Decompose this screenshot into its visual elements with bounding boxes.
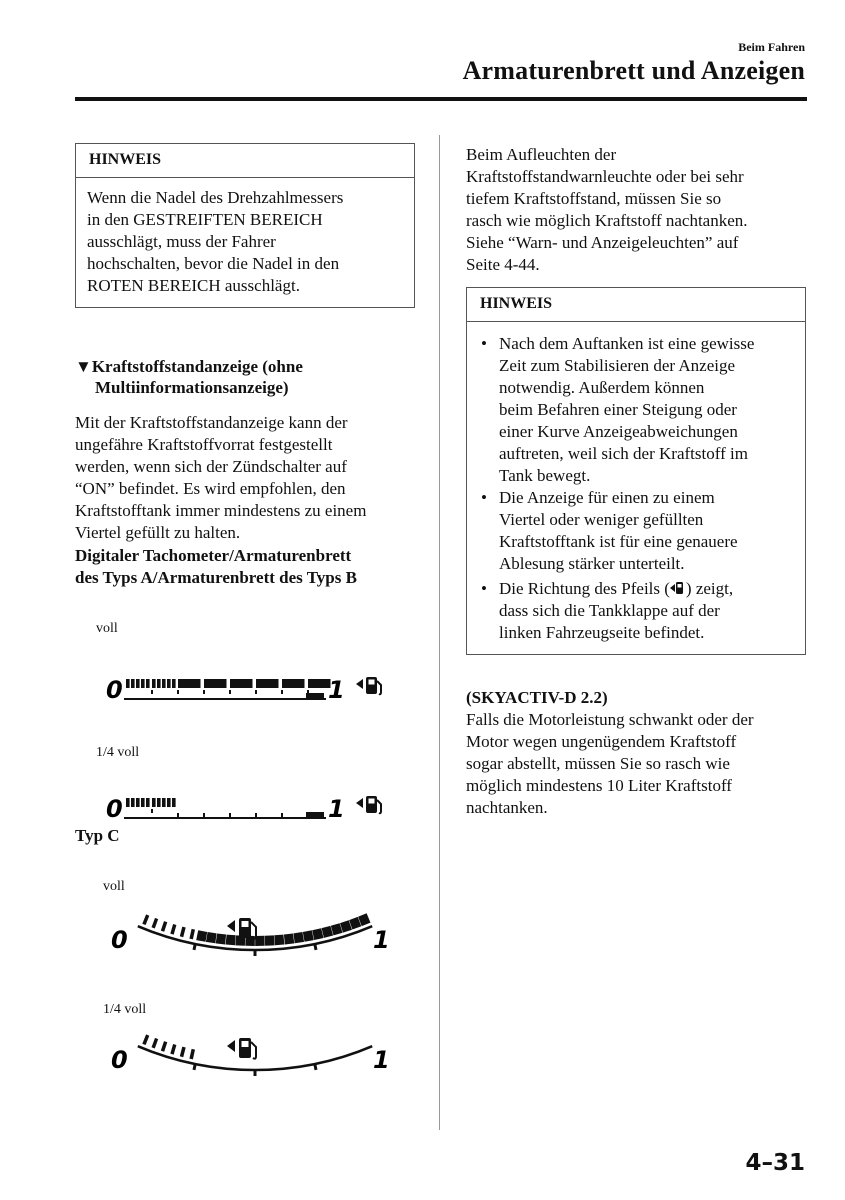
heading-line: Multiinformationsanzeige) [95,378,289,397]
triangle-down-icon: ▼ [75,357,92,376]
bullet: • [481,334,487,353]
skyactiv-section [466,687,811,819]
gauge-segment [206,932,217,943]
gauge-segment [167,679,171,688]
arrow-left-icon [227,920,235,932]
list-line: notwendig. Außerdem können [499,378,705,397]
fuel-pump-icon [356,796,381,813]
intro-line: Siehe “Warn- und Anzeigeleuchten” auf [466,233,739,252]
label-voll-c: voll [103,879,125,894]
gauge-tick [281,690,283,694]
gauge-segment [256,679,279,688]
inline-text: ) zeigt, [685,579,734,598]
gauge-segment [152,798,156,807]
section-heading [75,356,425,398]
gauge-segment [162,679,166,688]
gauge-segment [136,679,140,688]
body-line: Kraftstofftank immer mindestens zu einem [75,501,367,520]
list-line: einer Kurve Anzeigeabweichungen [499,422,738,441]
gauge-segment [170,1044,176,1055]
label-voll: voll [96,621,118,636]
gauge-segment [172,798,176,807]
label-typ-c: Typ C [75,826,120,845]
body-line: Mit der Kraftstoffstandanzeige kann der [75,413,348,432]
body-line: Viertel gefüllt zu halten. [75,523,241,542]
gauge-tick [315,944,316,950]
inline-text: Die Richtung des Pfeils ( [499,579,670,598]
label-quarter-c: 1/4 voll [103,1002,147,1017]
gauge-zero: 0 [106,795,123,823]
gauge-segment [265,935,275,945]
subheading-line: Digitaler Tachometer/Armaturenbrett [75,546,352,565]
gauge-tick [151,690,153,694]
arrow-left-icon [227,1040,235,1052]
gauge-segment [142,914,149,925]
heading-line: Kraftstoffstandanzeige (ohne [91,357,303,376]
note-title: HINWEIS [467,288,805,322]
section-label: Beim Fahren [738,40,805,54]
intro-line: Kraftstoffstandwarnleuchte oder bei sehr [466,167,744,186]
gauge-svg [100,787,410,827]
list-line: auftreten, weil sich der Kraftstoff im [499,444,748,463]
gauge-segment [161,1041,168,1052]
gauge-tick [194,944,195,950]
intro-line: tiefem Kraftstoffstand, müssen Sie so [466,189,722,208]
gauge-segment [157,798,161,807]
gauge-tick [177,813,179,817]
note-box-right [466,287,806,655]
list-line: Ablesung stärker unterteilt. [499,554,685,573]
gauge-svg [105,1030,405,1100]
fuel-pump-icon [227,1038,256,1059]
note-box-left [75,143,415,308]
list-line: linken Fahrzeugseite befindet. [499,623,705,642]
gauge-segment [189,929,195,940]
list-line: Nach dem Auftanken ist eine gewisse [499,334,755,353]
gauge-segment [146,679,150,688]
note-body [467,322,805,654]
bullet: • [481,488,487,507]
gauge-segments [126,798,324,818]
gauge-segment [141,679,145,688]
gauge-tick [177,690,179,694]
gauge-tick [315,1064,316,1070]
body-paragraph [75,412,425,544]
gauge-svg [100,668,410,708]
list-line: Viertel oder weniger gefüllten [499,510,704,529]
list-line [499,578,795,600]
arrow-left-icon [356,798,363,808]
note-title: HINWEIS [76,144,414,178]
list-line: Kraftstofftank ist für eine genauere [499,532,738,551]
fuel-arrow-inline-icon [670,581,686,595]
list-item [477,578,795,644]
gauge-tick [255,813,257,817]
gauge-tick [255,690,257,694]
page-title: Armaturenbrett und Anzeigen [462,56,805,85]
gauge-zero: 0 [106,676,123,704]
gauge-one: 1 [373,1046,390,1074]
note-line: Wenn die Nadel des Drehzahlmessers [87,188,344,207]
skyactiv-line: sogar abstellt, müssen Sie so rasch wie [466,754,730,773]
skyactiv-heading: (SKYACTIV-D 2.2) [466,688,608,707]
note-line: ROTEN BEREICH ausschlägt. [87,276,300,295]
fuel-gauge-arc-full [105,910,405,980]
note-line: ausschlägt, muss der Fahrer [87,232,276,251]
note-list [477,333,795,644]
gauge-one: 1 [373,926,390,954]
gauge-segment [274,935,284,946]
subheading [75,545,425,589]
fuel-pump-icon [356,677,381,694]
gauge-segment [178,679,201,688]
list-item [477,333,795,487]
gauge-segment [152,1038,159,1049]
note-line: hochschalten, bevor die Nadel in den [87,254,340,273]
fuel-gauge-linear-quarter [100,787,410,827]
intro-line: Beim Aufleuchten der [466,145,617,164]
gauge-segment [172,679,176,688]
list-line: Zeit zum Stabilisieren der Anzeige [499,356,736,375]
gauge-segment [312,928,323,940]
gauge-zero: 0 [111,1046,128,1074]
gauge-segment [131,798,135,807]
gauge-tick [151,809,153,813]
gauge-one: 1 [328,676,345,704]
column-divider [439,135,440,1130]
body-line: ungefähre Kraftstoffvorrat festgestellt [75,435,333,454]
gauge-segment [142,1034,149,1045]
gauge-segment [131,679,135,688]
gauge-segments [142,1034,195,1059]
gauge-svg [105,910,405,980]
gauge-segment [161,921,168,932]
gauge-segment [141,798,145,807]
gauge-segment [170,924,176,935]
gauge-segment [152,918,159,929]
gauge-tick [203,690,205,694]
list-line: beim Befahren einer Steigung oder [499,400,737,419]
gauge-segment [189,1049,195,1060]
intro-paragraph [466,144,811,276]
gauge-segment [157,679,161,688]
gauge-zero: 0 [111,926,128,954]
gauge-segments [126,679,331,699]
gauge-segment [293,932,304,943]
gauge-segment [284,934,294,945]
gauge-tick [229,813,231,817]
gauge-segment [162,798,166,807]
body-line: werden, wenn sich der Zündschalter auf [75,457,347,476]
gauge-segment [196,930,207,942]
bullet: • [481,579,487,598]
skyactiv-line: Motor wegen ungenügendem Kraftstoff [466,732,737,751]
gauge-segment [136,798,140,807]
gauge-segment [282,679,305,688]
gauge-tick [194,1064,195,1070]
list-line: Die Anzeige für einen zu einem [499,488,715,507]
gauge-segment [152,679,156,688]
intro-line: Seite 4-44. [466,255,540,274]
skyactiv-line: Falls die Motorleistung schwankt oder der [466,710,754,729]
gauge-segment [126,679,130,688]
gauge-segment [226,935,236,946]
gauge-segment [146,798,150,807]
gauge-segment [216,934,226,945]
list-line: dass sich die Tankklappe auf der [499,601,720,620]
skyactiv-line: möglich mindestens 10 Liter Kraftstoff [466,776,732,795]
gauge-segment [126,798,130,807]
fuel-gauge-linear-full [100,668,410,708]
note-body [76,178,414,307]
gauge-segment [167,798,171,807]
gauge-segment [204,679,227,688]
arrow-left-icon [356,679,363,689]
gauge-segment [230,679,253,688]
note-line: in den GESTREIFTEN BEREICH [87,210,323,229]
gauge-tick [281,813,283,817]
gauge-segment [303,930,314,942]
gauge-segment [180,1047,186,1058]
page-number: 4–31 [745,1150,805,1176]
gauge-one: 1 [328,795,345,823]
list-item [477,487,795,575]
label-quarter: 1/4 voll [96,745,140,760]
header-rule [75,97,807,101]
gauge-tick [203,813,205,817]
fuel-gauge-arc-quarter [105,1030,405,1100]
intro-line: rasch wie möglich Kraftstoff nachtanken. [466,211,748,230]
body-line: “ON” befindet. Es wird empfohlen, den [75,479,346,498]
subheading-line: des Typs A/Armaturenbrett des Typs B [75,568,357,587]
skyactiv-line: nachtanken. [466,798,548,817]
list-line: Tank bewegt. [499,466,591,485]
gauge-tick [229,690,231,694]
gauge-segment [180,927,186,938]
